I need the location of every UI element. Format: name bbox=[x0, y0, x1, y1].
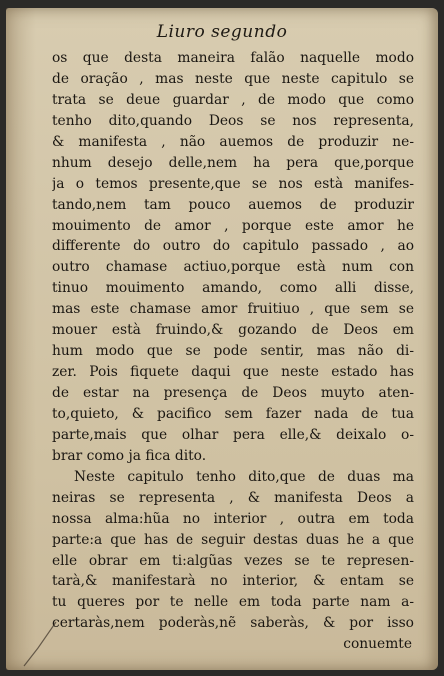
text-line: nossa alma:hũa no interior , outra em toda bbox=[52, 510, 414, 527]
text-line: os que desta maneira falão naquelle modo bbox=[52, 50, 414, 66]
text-line: & manifesta , não auemos de produzir ne- bbox=[52, 133, 414, 150]
text-line: parte:a que has de seguir destas duas he a que bbox=[52, 531, 414, 548]
text-line: neiras se representa , & manifesta Deos a bbox=[52, 489, 414, 506]
catchword: conuemte bbox=[343, 636, 412, 653]
text-line: brar como ja fica dito. bbox=[52, 447, 207, 464]
text-line: de oração , mas neste que neste capitulo se bbox=[52, 70, 414, 87]
text-line: parte,mais que olhar pera elle,& deixalo o- bbox=[52, 426, 414, 443]
text-line: outro chamase actiuo,porque està num con bbox=[52, 259, 414, 276]
text-line: trata se deue guardar , de modo que como bbox=[52, 91, 414, 108]
text-line: zer. Pois fiquete daqui que neste estado has bbox=[52, 364, 414, 381]
text-line: hum modo que se pode sentir, mas não di- bbox=[52, 343, 414, 360]
text-line: certaràs,nem poderàs,nẽ saberàs, & por isso bbox=[52, 615, 414, 632]
running-head: Liuro segundo bbox=[156, 22, 288, 42]
text-line: mouer està fruindo,& gozando de Deos em bbox=[52, 322, 414, 339]
page-edge-stain bbox=[6, 8, 36, 670]
text-line: ja o temos presente,que se nos està manifes- bbox=[52, 175, 414, 192]
text-line: to,quieto, & pacifico sem fazer nada de tua bbox=[52, 405, 414, 422]
text-line: tarà,& manifestarà no interior, & entam se bbox=[52, 573, 414, 590]
text-line: mas este chamase amor fruitiuo , que sem se bbox=[52, 301, 414, 318]
text-line: de estar na presença de Deos muyto aten- bbox=[52, 385, 414, 401]
text-line: differente do outro do capitulo passado , ao bbox=[52, 238, 414, 255]
text-line: tinuo mouimento amando, como alli disse, bbox=[52, 280, 414, 297]
text-line: mouimento de amor , porque este amor he bbox=[52, 217, 414, 234]
text-line: Neste capitulo tenho dito,que de duas ma bbox=[74, 468, 414, 485]
text-line: elle obrar em ti:algũas vezes se te represen- bbox=[52, 552, 414, 569]
book-page bbox=[6, 8, 438, 670]
pencil-mark-icon bbox=[20, 618, 60, 668]
text-line: tu queres por te nelle em toda parte nam a- bbox=[52, 594, 414, 611]
text-line: tenho dito,quando Deos se nos representa, bbox=[52, 112, 414, 129]
body-text bbox=[52, 48, 414, 655]
text-line: tando,nem tam pouco auemos de produzir bbox=[52, 196, 414, 213]
text-line: nhum desejo delle,nem ha pera que,porque bbox=[52, 154, 414, 171]
